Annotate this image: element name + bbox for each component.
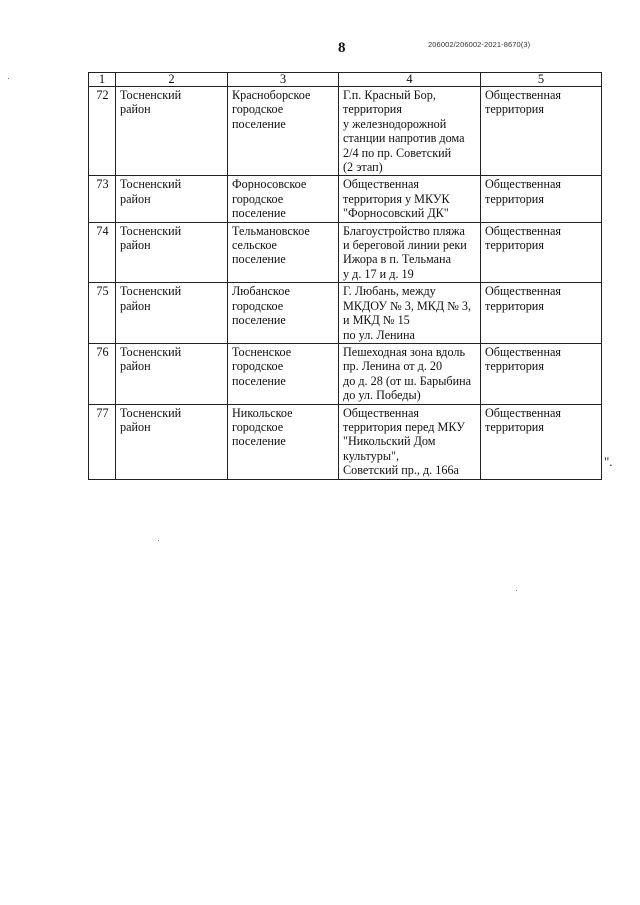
cell-text-line: сельское <box>232 238 277 253</box>
cell-text-line: Ижора в п. Тельмана <box>343 252 451 267</box>
territory-type-cell <box>481 222 602 283</box>
cell-text-line: Благоустройство пляжа <box>343 223 465 238</box>
row-number-cell: 76 <box>89 343 116 404</box>
page-number: 8 <box>338 40 346 56</box>
territory-table <box>88 72 602 480</box>
cell-text-line: городское <box>232 419 284 434</box>
cell-text-line: Тосненский <box>120 177 182 192</box>
settlement-cell <box>228 87 339 176</box>
table-row <box>89 176 602 222</box>
cell-text-line: у железнодорожной <box>343 116 447 131</box>
table-row <box>89 87 602 176</box>
column-header: 4 <box>339 73 481 87</box>
row-number-cell: 75 <box>89 283 116 344</box>
cell-text-line: территория перед МКУ <box>343 419 465 434</box>
district-cell <box>116 176 228 222</box>
cell-text-line: Тосненский <box>120 344 182 359</box>
cell-text-line: территория <box>485 298 544 313</box>
settlement-cell <box>228 343 339 404</box>
cell-text-line: культуры", <box>343 448 400 463</box>
location-cell <box>339 343 481 404</box>
cell-text-line: поселение <box>232 313 286 328</box>
settlement-cell <box>228 222 339 283</box>
cell-text-line: Тосненский <box>120 405 182 420</box>
cell-text-line: Тосненский <box>120 88 182 102</box>
cell-text-line: поселение <box>232 373 286 388</box>
cell-text-line: территория <box>343 102 402 117</box>
column-header: 5 <box>481 73 602 87</box>
district-cell <box>116 87 228 176</box>
row-number-cell: 73 <box>89 176 116 222</box>
cell-text-line: у д. 17 и д. 19 <box>343 266 414 281</box>
cell-text-line: Форносовское <box>232 177 307 192</box>
cell-text-line: Общественная <box>485 177 561 192</box>
cell-text-line: Общественная <box>343 177 419 192</box>
cell-text-line: Тосненский <box>120 284 182 299</box>
cell-text-line: Пешеходная зона вдоль <box>343 344 466 359</box>
row-number-cell: 74 <box>89 222 116 283</box>
district-cell <box>116 283 228 344</box>
location-cell <box>339 87 481 176</box>
table-header-row <box>89 73 602 87</box>
cell-text-line: район <box>120 191 151 206</box>
territory-type-cell <box>481 283 602 344</box>
cell-text-line: Тосненское <box>232 344 292 359</box>
row-number-cell: 77 <box>89 404 116 479</box>
column-header: 2 <box>116 73 228 87</box>
table-row <box>89 404 602 479</box>
cell-text-line: пр. Ленина от д. 20 <box>343 359 443 374</box>
cell-text-line: до ул. Победы) <box>343 388 421 403</box>
cell-text-line: поселение <box>232 206 286 221</box>
location-cell <box>339 404 481 479</box>
table-body <box>89 87 602 480</box>
cell-text-line: район <box>120 419 151 434</box>
cell-text-line: "Никольский Дом <box>343 434 436 449</box>
cell-text-line: и береговой линии реки <box>343 238 467 253</box>
cell-text-line: территория <box>485 102 544 117</box>
district-cell <box>116 343 228 404</box>
settlement-cell <box>228 283 339 344</box>
cell-text-line: Никольское <box>232 405 293 420</box>
cell-text-line: территория <box>485 419 544 434</box>
cell-text-line: территория <box>485 359 544 374</box>
cell-text-line: и МКД № 15 <box>343 313 410 328</box>
cell-text-line: городское <box>232 359 284 374</box>
cell-text-line: (2 этап) <box>343 160 383 175</box>
cell-text-line: поселение <box>232 116 286 131</box>
cell-text-line: Тосненский <box>120 223 182 238</box>
row-number-cell: 72 <box>89 87 116 176</box>
closing-quote: ". <box>604 454 613 469</box>
cell-text-line: территория <box>485 238 544 253</box>
cell-text-line: район <box>120 298 151 313</box>
column-header: 3 <box>228 73 339 87</box>
cell-text-line: Общественная <box>485 405 561 420</box>
territory-type-cell <box>481 87 602 176</box>
table-row <box>89 283 602 344</box>
cell-text-line: городское <box>232 102 284 117</box>
location-cell <box>339 283 481 344</box>
settlement-cell <box>228 404 339 479</box>
cell-text-line: МКДОУ № 3, МКД № 3, <box>343 298 472 313</box>
territory-type-cell <box>481 176 602 222</box>
territory-type-cell <box>481 404 602 479</box>
cell-text-line: поселение <box>232 252 286 267</box>
cell-text-line: район <box>120 102 151 117</box>
cell-text-line: Советский пр., д. 166а <box>343 463 459 478</box>
cell-text-line: Тельмановское <box>232 223 310 238</box>
cell-text-line: Г.п. Красный Бор, <box>343 88 436 102</box>
cell-text-line: городское <box>232 191 284 206</box>
cell-text-line: территория у МКУК <box>343 191 450 206</box>
scan-speck <box>158 540 159 541</box>
document-id: 206002/206002-2021-8670(3) <box>428 40 531 49</box>
cell-text-line: Общественная <box>485 223 561 238</box>
scan-speck <box>516 590 517 591</box>
cell-text-line: Красноборское <box>232 88 311 102</box>
scan-speck <box>8 78 9 79</box>
cell-text-line: станции напротив дома <box>343 131 465 146</box>
cell-text-line: "Форносовский ДК" <box>343 206 449 221</box>
district-cell <box>116 404 228 479</box>
territory-type-cell <box>481 343 602 404</box>
district-cell <box>116 222 228 283</box>
cell-text-line: поселение <box>232 434 286 449</box>
cell-text-line: Общественная <box>485 344 561 359</box>
cell-text-line: район <box>120 359 151 374</box>
cell-text-line: Любанское <box>232 284 290 299</box>
cell-text-line: по ул. Ленина <box>343 327 415 342</box>
location-cell <box>339 222 481 283</box>
cell-text-line: городское <box>232 298 284 313</box>
location-cell <box>339 176 481 222</box>
cell-text-line: до д. 28 (от ш. Барыбина <box>343 373 472 388</box>
settlement-cell <box>228 176 339 222</box>
cell-text-line: район <box>120 238 151 253</box>
cell-text-line: Общественная <box>485 284 561 299</box>
cell-text-line: 2/4 по пр. Советский <box>343 145 452 160</box>
table-row <box>89 222 602 283</box>
cell-text-line: Общественная <box>485 88 561 102</box>
cell-text-line: Общественная <box>343 405 419 420</box>
table-row <box>89 343 602 404</box>
column-header: 1 <box>89 73 116 87</box>
cell-text-line: территория <box>485 191 544 206</box>
cell-text-line: Г. Любань, между <box>343 284 436 299</box>
